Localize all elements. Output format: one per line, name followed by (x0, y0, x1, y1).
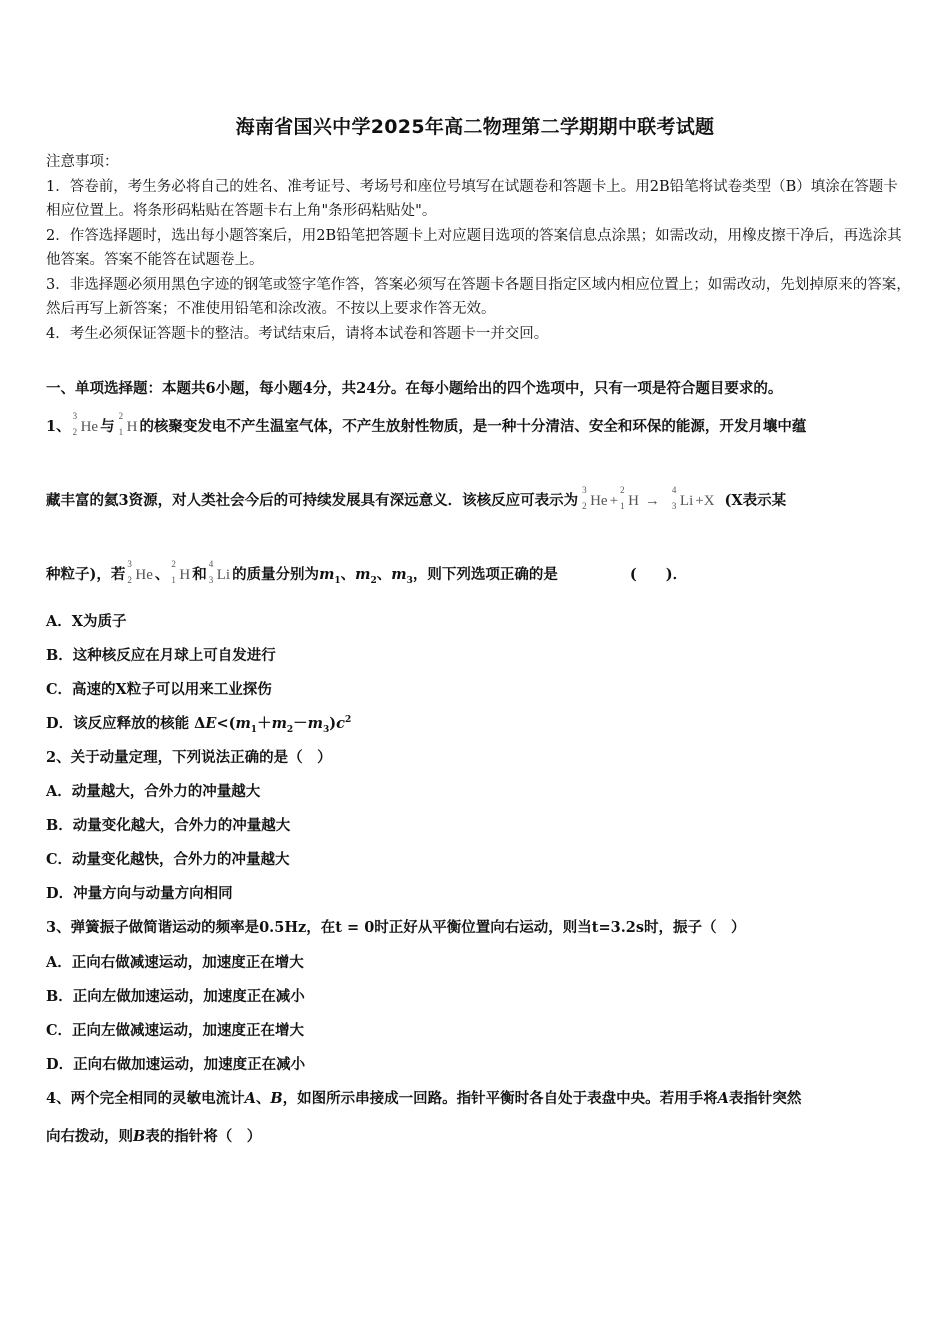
helium-3-symbol: 3 2 He (72, 411, 99, 437)
reaction-deuterium: 2 1 H (620, 485, 639, 511)
mass-m1: m (319, 566, 335, 583)
deuterium-symbol: 2 1 H (118, 411, 138, 437)
notice-heading: 注意事项： (46, 154, 119, 170)
option-a: A．X为质子 (46, 613, 127, 630)
question-text: (X表示某 (724, 492, 787, 509)
reaction-product-x: +X (695, 493, 715, 509)
option-c: C．正向左做减速运动，加速度正在增大 (46, 1022, 305, 1039)
option-d: D．冲量方向与动量方向相同 (46, 885, 233, 902)
option-b: B．正向左做加速运动，加速度正在减小 (46, 988, 305, 1005)
question-2-stem: 2、关于动量定理，下列说法正确的是（ ） (46, 749, 332, 766)
option-b: B．这种核反应在月球上可自发进行 (46, 647, 276, 664)
question-1-line-3: 种粒子)，若 3 2 He 、 2 1 H 和 4 3 Li 的质量分别为$m_1$、$m_2$、$m_3$，则下列选项正确的是 ( )． (46, 559, 688, 586)
question-text: 的核聚变发电不产生温室气体，不产生放射性物质，是一种十分清洁、安全和环保的能源，开发月壤中蕴 (139, 418, 807, 435)
question-4-line-1: 4、两个完全相同的灵敏电流计A、B，如图所示串接成一回路。指针平衡时各自处于表盘中央。若用手将A表指针突然 (46, 1090, 802, 1107)
notice-block (46, 150, 912, 346)
reaction-arrow: → (644, 493, 660, 509)
notice-item: 1．答卷前，考生务必将自己的姓名、准考证号、考场号和座位号填写在试题卷和答题卡上。用2B铅笔将试卷类型（B）填涂在答题卡相应位置上。将条形码粘贴在答题卡右上角"条形码粘贴处"。 (46, 178, 898, 219)
separator: 、 (154, 566, 170, 583)
lithium-4-symbol: 4 3 Li (208, 559, 231, 585)
question-text: 藏丰富的氦3资源，对人类社会今后的可持续发展具有深远意义．该核反应可表示为 (46, 492, 579, 509)
exam-title: 海南省国兴中学2025年高二物理第二学期期中联考试题 (235, 116, 715, 138)
question-3-stem: 3、弹簧振子做简谐运动的频率是0.5Hz，在t = 0时正好从平衡位置向右运动，则当t=3.2s时，振子（ ） (46, 919, 746, 936)
mass-m2: m (355, 566, 371, 583)
mass-m3: m (391, 566, 407, 583)
section-heading: 一、单项选择题：本题共6小题，每小题4分，共24分。在每小题给出的四个选项中，只有一项是符合题目要求的。 (46, 380, 783, 397)
notice-item: 4．考生必须保证答题卡的整洁。考试结束后，请将本试卷和答题卡一并交回。 (46, 325, 549, 342)
question-4-line-2: 向右拨动，则B表的指针将（ ） (46, 1128, 262, 1145)
reaction-helium-3: 3 2 He (582, 485, 608, 511)
notice-item: 2．作答选择题时，选出每小题答案后，用2B铅笔把答题卡上对应题目选项的答案信息点涂黑；如需改动，用橡皮擦干净后，再选涂其他答案。答案不能答在试题卷上。 (46, 227, 902, 268)
question-text: 种粒子)，若 (46, 566, 126, 583)
and-text: 和 (192, 566, 207, 583)
option-c: C．动量变化越快，合外力的冲量越大 (46, 851, 290, 868)
helium-3-symbol: 3 2 He (127, 559, 153, 585)
option-d: D．正向右做加速运动，加速度正在减小 (46, 1056, 306, 1073)
question-text: ，则下列选项正确的是 (412, 566, 558, 583)
answer-bracket: ( )． (629, 566, 688, 583)
option-d: D．该反应释放的核能 $\Delta E<(m_1+m_2-m_3)c^2$ (46, 715, 352, 735)
deuterium-symbol: 2 1 H (171, 559, 191, 585)
question-1-line-2 (46, 485, 912, 511)
option-a: A．正向右做减速运动，加速度正在增大 (46, 954, 304, 971)
option-b: B．动量变化越大，合外力的冲量越大 (46, 817, 291, 834)
reaction-lithium-4: 4 3 Li (671, 485, 694, 511)
plus-sign: + (609, 493, 619, 509)
notice-item: 3．非选择题必须用黑色字迹的钢笔或签字笔作答，答案必须写在答题卡各题目指定区域内相应位置上；如需改动，先划掉原来的答案，然后再写上新答案；不准使用铅笔和涂改液。不按以上要求作答无效。 (46, 276, 911, 317)
question-number: 1、 (46, 418, 71, 435)
and-text: 与 (100, 418, 115, 435)
option-c: C．高速的X粒子可以用来工业探伤 (46, 681, 272, 698)
question-1-line-1 (46, 411, 912, 437)
question-text: 的质量分别为 (232, 566, 320, 583)
option-a: A．动量越大，合外力的冲量越大 (46, 783, 261, 800)
